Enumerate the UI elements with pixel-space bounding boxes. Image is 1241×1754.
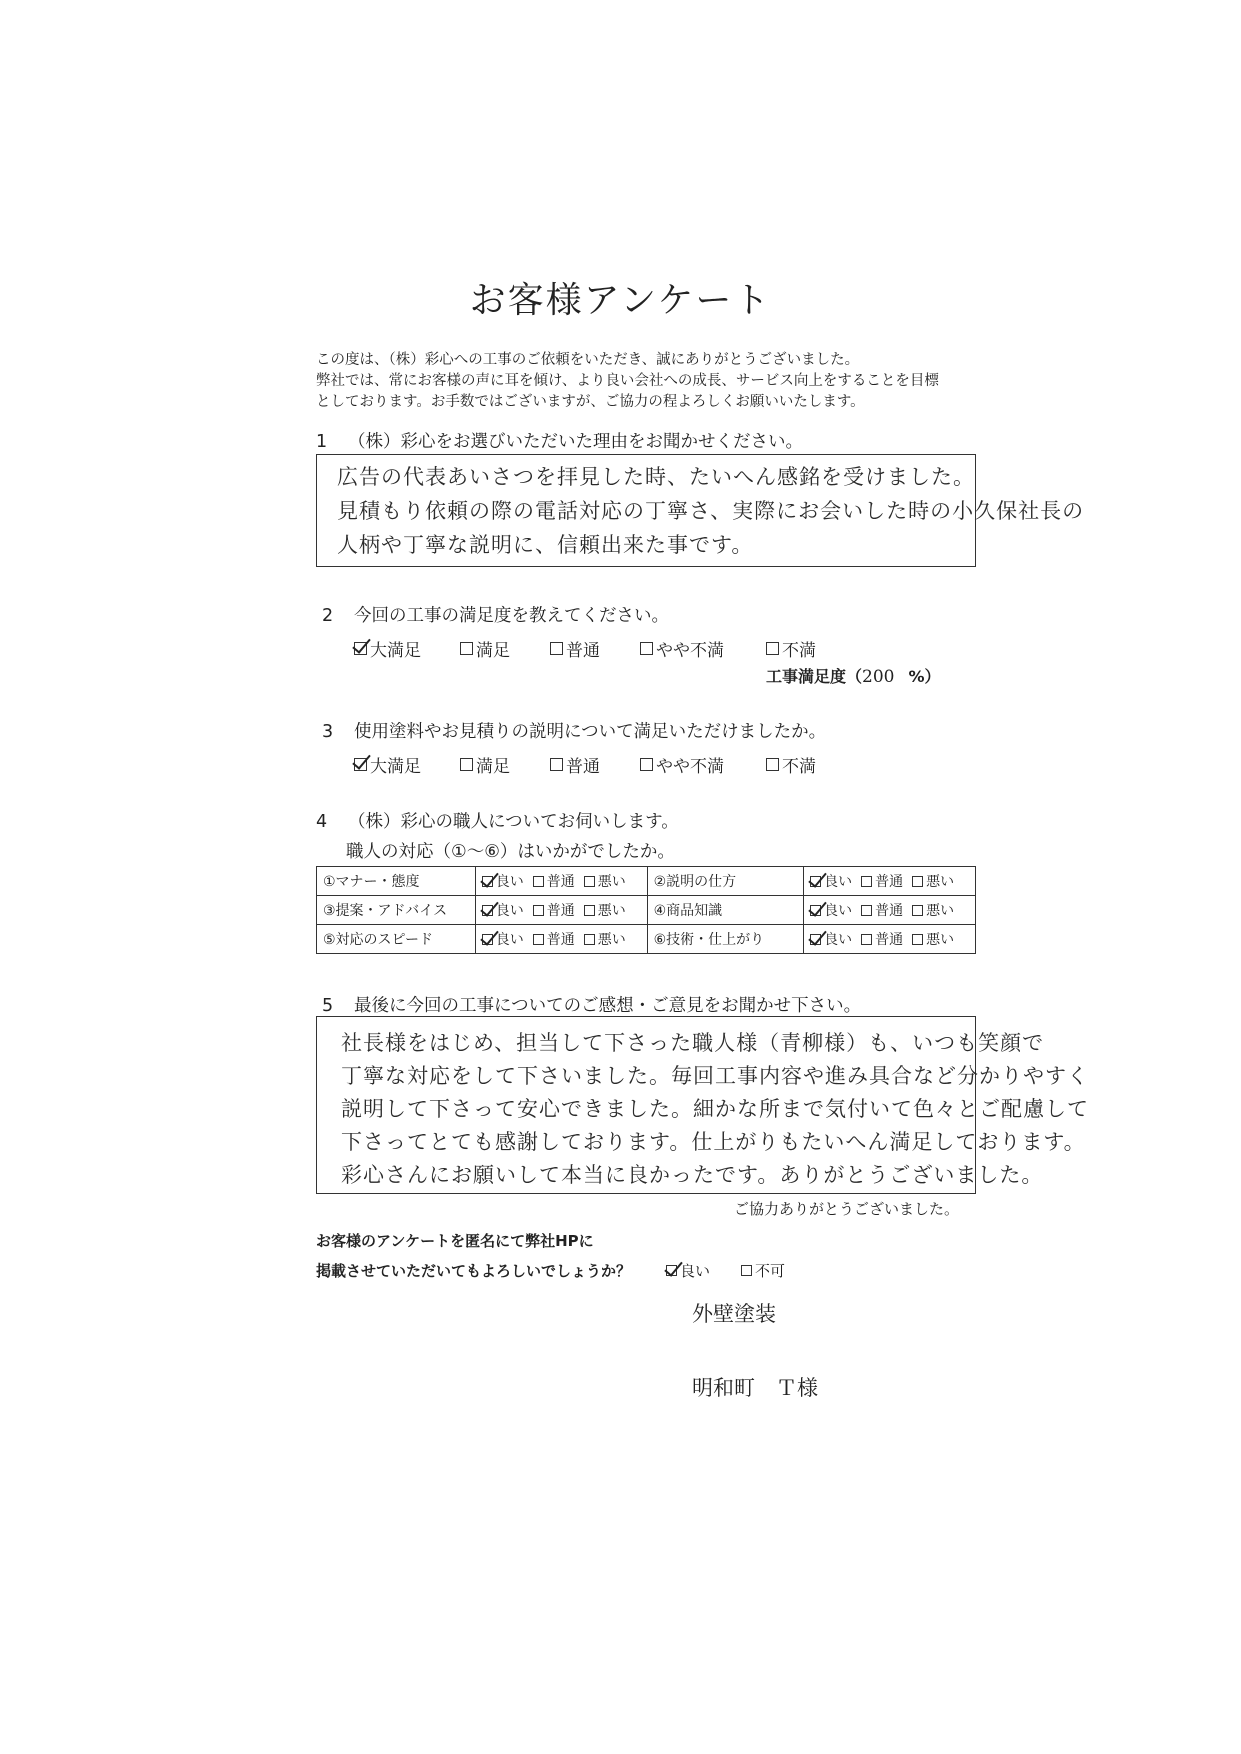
- grade-normal[interactable]: 普通: [861, 871, 903, 891]
- checkbox[interactable]: [766, 642, 779, 655]
- satisfaction-rating: 工事満足度（200 %）: [766, 667, 941, 687]
- option-somewhat-dissatisfied[interactable]: やや不満: [640, 636, 724, 661]
- handwritten-line: 丁寧な対応をして下さいました。毎回工事内容や進み具合など分かりやすく: [341, 1064, 1089, 1088]
- page-title: お客様アンケート: [469, 280, 772, 321]
- checkbox-checked[interactable]: [482, 876, 493, 887]
- checkbox-checked[interactable]: [666, 1265, 677, 1276]
- question-3: [322, 718, 826, 743]
- criteria-label: ①マナー・態度: [317, 867, 476, 896]
- grade-cell: [804, 867, 976, 896]
- option-neutral[interactable]: 普通: [550, 636, 600, 661]
- handwritten-line: 説明して下さって安心できました。細かな所まで気付いて色々とご配慮して: [341, 1097, 1089, 1121]
- handwritten-line: 人柄や丁寧な説明に、信頼出来た事です。: [337, 533, 754, 557]
- question-number: 1: [316, 432, 328, 452]
- checkbox[interactable]: [460, 758, 473, 771]
- option-very-satisfied[interactable]: 大満足: [354, 636, 421, 661]
- checkbox[interactable]: [861, 876, 872, 887]
- grade-normal[interactable]: 普通: [533, 871, 575, 891]
- checkbox-checked[interactable]: [482, 934, 493, 945]
- grade-normal[interactable]: 普通: [861, 900, 903, 920]
- checkbox[interactable]: [741, 1265, 752, 1276]
- checkbox[interactable]: [584, 934, 595, 945]
- question-text: 使用塗料やお見積りの説明について満足いただけましたか。: [354, 722, 827, 742]
- option-satisfied[interactable]: 満足: [460, 636, 510, 661]
- grade-normal[interactable]: 普通: [533, 900, 575, 920]
- grade-bad[interactable]: 悪い: [912, 929, 954, 949]
- grade-good[interactable]: 良い: [482, 900, 524, 920]
- question-4-subtext: 職人の対応（①～⑥）はいかがでしたか。: [346, 842, 675, 862]
- grade-good[interactable]: 良い: [482, 871, 524, 891]
- question-number: 3: [322, 722, 334, 742]
- grade-normal[interactable]: 普通: [533, 929, 575, 949]
- checkbox-checked[interactable]: [354, 758, 367, 771]
- criteria-label: ⑥技術・仕上がり: [647, 925, 804, 954]
- option-satisfied[interactable]: 満足: [460, 752, 510, 777]
- grade-cell: [804, 925, 976, 954]
- consent-line-1: お客様のアンケートを匿名にて弊社HPに: [316, 1232, 594, 1250]
- checkbox[interactable]: [460, 642, 473, 655]
- grade-good[interactable]: 良い: [810, 929, 852, 949]
- checkbox[interactable]: [912, 934, 923, 945]
- grade-good[interactable]: 良い: [810, 900, 852, 920]
- table-row: [317, 925, 976, 954]
- checkbox[interactable]: [912, 905, 923, 916]
- question-number: 2: [322, 606, 334, 626]
- option-somewhat-dissatisfied[interactable]: やや不満: [640, 752, 724, 777]
- closing-text: ご協力ありがとうございました。: [733, 1200, 959, 1218]
- intro-text: [316, 350, 939, 413]
- handwritten-line: 広告の代表あいさつを拝見した時、たいへん感銘を受けました。: [337, 465, 975, 489]
- checkbox[interactable]: [912, 876, 923, 887]
- checkbox[interactable]: [533, 905, 544, 916]
- option-dissatisfied[interactable]: 不満: [766, 636, 816, 661]
- grade-bad[interactable]: 悪い: [912, 871, 954, 891]
- intro-line: 弊社では、常にお客様の声に耳を傾け、より良い会社への成長、サービス向上をすることを目標: [316, 373, 939, 389]
- answer-box-5: [316, 1016, 1089, 1194]
- rating-value: 200: [862, 667, 895, 687]
- customer-name: 明和町 Ｔ様: [692, 1376, 818, 1400]
- checkbox[interactable]: [533, 876, 544, 887]
- checkbox-checked[interactable]: [810, 934, 821, 945]
- grade-good[interactable]: 良い: [482, 929, 524, 949]
- option-dissatisfied[interactable]: 不満: [766, 752, 816, 777]
- consent-no[interactable]: 不可: [741, 1260, 785, 1281]
- grade-bad[interactable]: 悪い: [584, 929, 626, 949]
- grade-normal[interactable]: 普通: [861, 929, 903, 949]
- question-4: [316, 808, 679, 833]
- intro-line: この度は、（株）彩心への工事のご依頼をいただき、誠にありがとうございました。: [316, 352, 860, 368]
- work-type: 外壁塗装: [692, 1302, 776, 1326]
- handwritten-line: 彩心さんにお願いして本当に良かったです。ありがとうございました。: [341, 1163, 1044, 1187]
- criteria-label: ④商品知識: [647, 896, 804, 925]
- checkbox[interactable]: [766, 758, 779, 771]
- checkbox[interactable]: [584, 905, 595, 916]
- checkbox[interactable]: [584, 876, 595, 887]
- checkbox-checked[interactable]: [810, 905, 821, 916]
- checkbox[interactable]: [861, 934, 872, 945]
- consent-yes[interactable]: 良い: [666, 1260, 710, 1281]
- criteria-label: ③提案・アドバイス: [317, 896, 476, 925]
- criteria-label: ⑤対応のスピード: [317, 925, 476, 954]
- checkbox-checked[interactable]: [482, 905, 493, 916]
- checkbox[interactable]: [640, 642, 653, 655]
- grade-cell: [475, 867, 647, 896]
- checkbox[interactable]: [861, 905, 872, 916]
- checkbox[interactable]: [640, 758, 653, 771]
- question-text: 今回の工事の満足度を教えてください。: [354, 606, 669, 626]
- grade-bad[interactable]: 悪い: [912, 900, 954, 920]
- table-row: [317, 896, 976, 925]
- question-2: [322, 602, 669, 627]
- checkbox-checked[interactable]: [354, 642, 367, 655]
- question-text: （株）彩心の職人についてお伺いします。: [348, 812, 679, 832]
- handwritten-line: 見積もり依頼の際の電話対応の丁寧さ、実際にお会いした時の小久保社長の: [337, 499, 1085, 523]
- consent-line-2: 掲載させていただいてもよろしいでしょうか？: [316, 1262, 632, 1280]
- handwritten-line: 社長様をはじめ、担当して下さった職人様（青柳様）も、いつも笑顔で: [341, 1031, 1045, 1055]
- grade-cell: [475, 896, 647, 925]
- option-neutral[interactable]: 普通: [550, 752, 600, 777]
- table-row: [317, 867, 976, 896]
- criteria-label: ②説明の仕方: [647, 867, 804, 896]
- handwritten-line: 下さってとても感謝しております。仕上がりもたいへん満足しております。: [341, 1130, 1086, 1154]
- question-number: 5: [322, 996, 334, 1016]
- grade-bad[interactable]: 悪い: [584, 900, 626, 920]
- question-number: 4: [316, 812, 328, 832]
- option-very-satisfied[interactable]: 大満足: [354, 752, 421, 777]
- checkbox[interactable]: [533, 934, 544, 945]
- grade-bad[interactable]: 悪い: [584, 871, 626, 891]
- question-text: （株）彩心をお選びいただいた理由をお聞かせください。: [348, 432, 803, 452]
- consent-options: [666, 1260, 794, 1281]
- craftsman-rating-table: [316, 866, 976, 954]
- checkbox[interactable]: [550, 642, 563, 655]
- intro-line: としております。お手数ではございますが、ご協力の程よろしくお願いいたします。: [316, 394, 865, 410]
- answer-box-1: [316, 454, 1085, 567]
- grade-good[interactable]: 良い: [810, 871, 852, 891]
- question-1: [316, 428, 803, 453]
- grade-cell: [475, 925, 647, 954]
- checkbox[interactable]: [550, 758, 563, 771]
- grade-cell: [804, 896, 976, 925]
- checkbox-checked[interactable]: [810, 876, 821, 887]
- question-5: [322, 992, 861, 1017]
- question-text: 最後に今回の工事についてのご感想・ご意見をお聞かせ下さい。: [354, 996, 862, 1016]
